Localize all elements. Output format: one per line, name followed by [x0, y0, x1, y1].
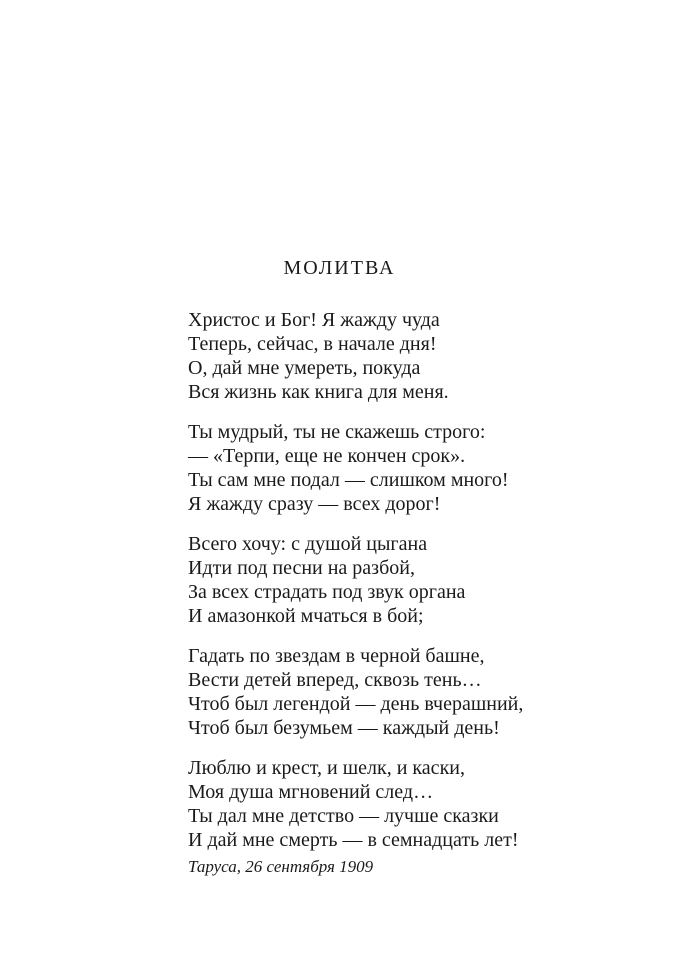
stanza-1 — [188, 308, 668, 404]
poem-dateline: Таруса, 26 сентября 1909 — [188, 857, 374, 876]
stanza-5 — [188, 756, 668, 852]
poem-line: Ты сам мне подал — слишком много! — [188, 469, 509, 491]
poem-line: Христос и Бог! Я жажду чуда — [188, 309, 440, 331]
poem-line: Чтоб был легендой — день вчерашний, — [188, 693, 524, 715]
poem-line: Я жажду сразу — всех дорог! — [188, 493, 441, 515]
poem-line: Вести детей вперед, сквозь тень… — [188, 669, 482, 691]
stanza-2 — [188, 420, 668, 516]
poem-line: Чтоб был безумьем — каждый день! — [188, 717, 500, 739]
poem-line: Теперь, сейчас, в начале дня! — [188, 333, 437, 355]
poem-line: Ты дал мне детство — лучше сказки — [188, 805, 499, 827]
poem-line: Всего хочу: с душой цыгана — [188, 533, 428, 555]
poem-line: Вся жизнь как книга для меня. — [188, 381, 449, 403]
poem-line: Идти под песни на разбой, — [188, 557, 415, 579]
poem-body — [188, 308, 668, 868]
poem-line: И амазонкой мчаться в бой; — [188, 605, 424, 627]
poem-line: Люблю и крест, и шелк, и каски, — [188, 757, 465, 779]
stanza-3 — [188, 532, 668, 628]
poem-line: И дай мне смерть — в семнадцать лет! — [188, 829, 519, 851]
poem-line: Гадать по звездам в черной башне, — [188, 645, 485, 667]
poem-title: МОЛИТВА — [283, 257, 396, 279]
poem-line: О, дай мне умереть, покуда — [188, 357, 421, 379]
poem-line: За всех страдать под звук органа — [188, 581, 466, 603]
poem-line: — «Терпи, еще не кончен срок». — [188, 445, 466, 467]
poem-line: Ты мудрый, ты не скажешь строго: — [188, 421, 486, 443]
stanza-4 — [188, 644, 668, 740]
poem-line: Моя душа мгновений след… — [188, 781, 434, 803]
